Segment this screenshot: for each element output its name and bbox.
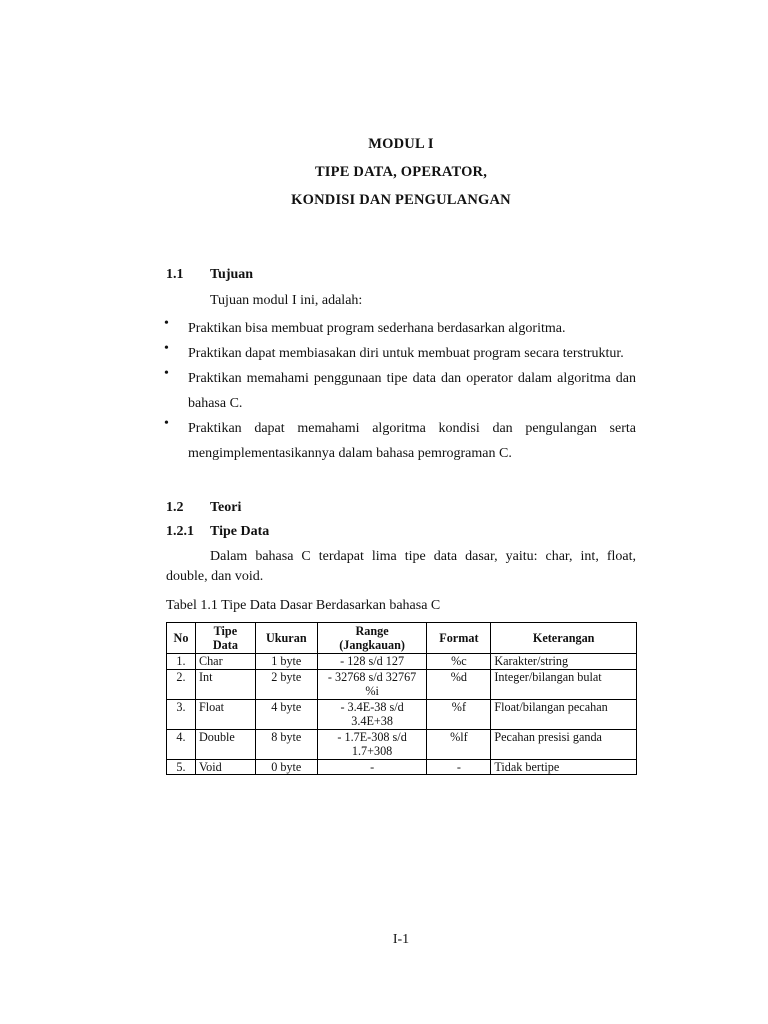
paragraph-line: double, dan void. <box>166 569 264 584</box>
list-item-text-line: Praktikan dapat memahami algoritma kondisi dan pengulangan serta <box>188 421 636 436</box>
cell-format: %f <box>427 699 491 729</box>
cell-tipe: Double <box>195 729 255 759</box>
data-type-table <box>166 622 637 775</box>
cell-format: %d <box>427 669 491 699</box>
page-number: I-1 <box>392 932 410 947</box>
cell-ukuran: 8 byte <box>255 729 317 759</box>
column-header-format: Format <box>427 623 491 654</box>
section-number-1-1: 1.1 <box>166 267 184 282</box>
cell-tipe: Float <box>195 699 255 729</box>
section-title-tujuan: Tujuan <box>210 267 254 282</box>
cell-tipe: Char <box>195 654 255 670</box>
tujuan-intro: Tujuan modul I ini, adalah: <box>210 293 363 308</box>
cell-range <box>317 729 427 759</box>
module-subtitle-line1: TIPE DATA, OPERATOR, <box>314 164 488 180</box>
section-title-tipe-data: Tipe Data <box>210 524 270 539</box>
cell-format: %lf <box>427 729 491 759</box>
cell-range-line: - 1.7E-308 s/d <box>337 729 407 744</box>
module-title: MODUL I <box>368 136 434 152</box>
cell-range-line: 1.7+308 <box>351 744 393 758</box>
tipe-data-paragraph <box>166 547 636 587</box>
cell-range-line: - 32768 s/d 32767 <box>327 669 417 684</box>
cell-range: - 128 s/d 127 <box>317 654 427 670</box>
cell-keterangan: Karakter/string <box>491 654 637 670</box>
cell-tipe: Void <box>195 759 255 775</box>
list-item-text-line: bahasa C. <box>188 396 243 411</box>
cell-keterangan: Tidak bertipe <box>491 759 637 775</box>
bullet-icon: • <box>164 366 169 381</box>
cell-range-line: 3.4E+38 <box>351 714 393 728</box>
bullet-icon: • <box>164 341 169 356</box>
cell-no: 2. <box>167 669 196 699</box>
cell-format: - <box>427 759 491 775</box>
cell-no: 4. <box>167 729 196 759</box>
list-item-text-line: Praktikan memahami penggunaan tipe data dan operator dalam algoritma dan <box>188 371 636 386</box>
list-item-text-line: mengimplementasikannya dalam bahasa pemrograman C. <box>188 446 512 461</box>
cell-ukuran: 4 byte <box>255 699 317 729</box>
cell-format: %c <box>427 654 491 670</box>
column-header-ukuran: Ukuran <box>255 623 317 654</box>
section-number-1-2-1: 1.2.1 <box>166 524 194 539</box>
column-header-no: No <box>167 623 196 654</box>
cell-range-line: %i <box>365 684 379 698</box>
section-number-1-2: 1.2 <box>166 500 184 515</box>
column-header-text: Range <box>355 623 389 638</box>
table-row <box>167 759 637 775</box>
cell-tipe: Int <box>195 669 255 699</box>
cell-range: - <box>317 759 427 775</box>
list-item-text: Praktikan bisa membuat program sederhana berdasarkan algoritma. <box>188 321 566 336</box>
list-item-text: Praktikan dapat membiasakan diri untuk membuat program secara terstruktur. <box>188 346 624 361</box>
table-row <box>167 654 637 670</box>
table-row <box>167 729 637 759</box>
list-item-text <box>188 366 636 416</box>
table-caption: Tabel 1.1 Tipe Data Dasar Berdasarkan bahasa C <box>166 598 441 613</box>
column-header-text: Data <box>212 638 238 652</box>
cell-no: 5. <box>167 759 196 775</box>
table-row <box>167 699 637 729</box>
cell-keterangan: Float/bilangan pecahan <box>491 699 637 729</box>
paragraph-line: Dalam bahasa C terdapat lima tipe data dasar, yaitu: char, int, float, <box>210 549 636 564</box>
table-header-row <box>167 623 637 654</box>
cell-keterangan: Integer/bilangan bulat <box>491 669 637 699</box>
table-row <box>167 669 637 699</box>
cell-range-line: - 3.4E-38 s/d <box>340 699 404 714</box>
column-header-keterangan: Keterangan <box>491 623 637 654</box>
cell-ukuran: 2 byte <box>255 669 317 699</box>
column-header-text: Tipe <box>213 623 238 638</box>
section-title-teori: Teori <box>210 500 242 515</box>
cell-ukuran: 1 byte <box>255 654 317 670</box>
column-header-text: (Jangkauan) <box>339 638 405 652</box>
column-header-tipe-data <box>195 623 255 654</box>
cell-range <box>317 699 427 729</box>
bullet-icon: • <box>164 416 169 431</box>
column-header-range <box>317 623 427 654</box>
cell-range <box>317 669 427 699</box>
cell-ukuran: 0 byte <box>255 759 317 775</box>
cell-no: 1. <box>167 654 196 670</box>
cell-no: 3. <box>167 699 196 729</box>
list-item-text <box>188 416 636 466</box>
bullet-icon: • <box>164 316 169 331</box>
module-subtitle-line2: KONDISI DAN PENGULANGAN <box>291 192 511 208</box>
cell-keterangan: Pecahan presisi ganda <box>491 729 637 759</box>
